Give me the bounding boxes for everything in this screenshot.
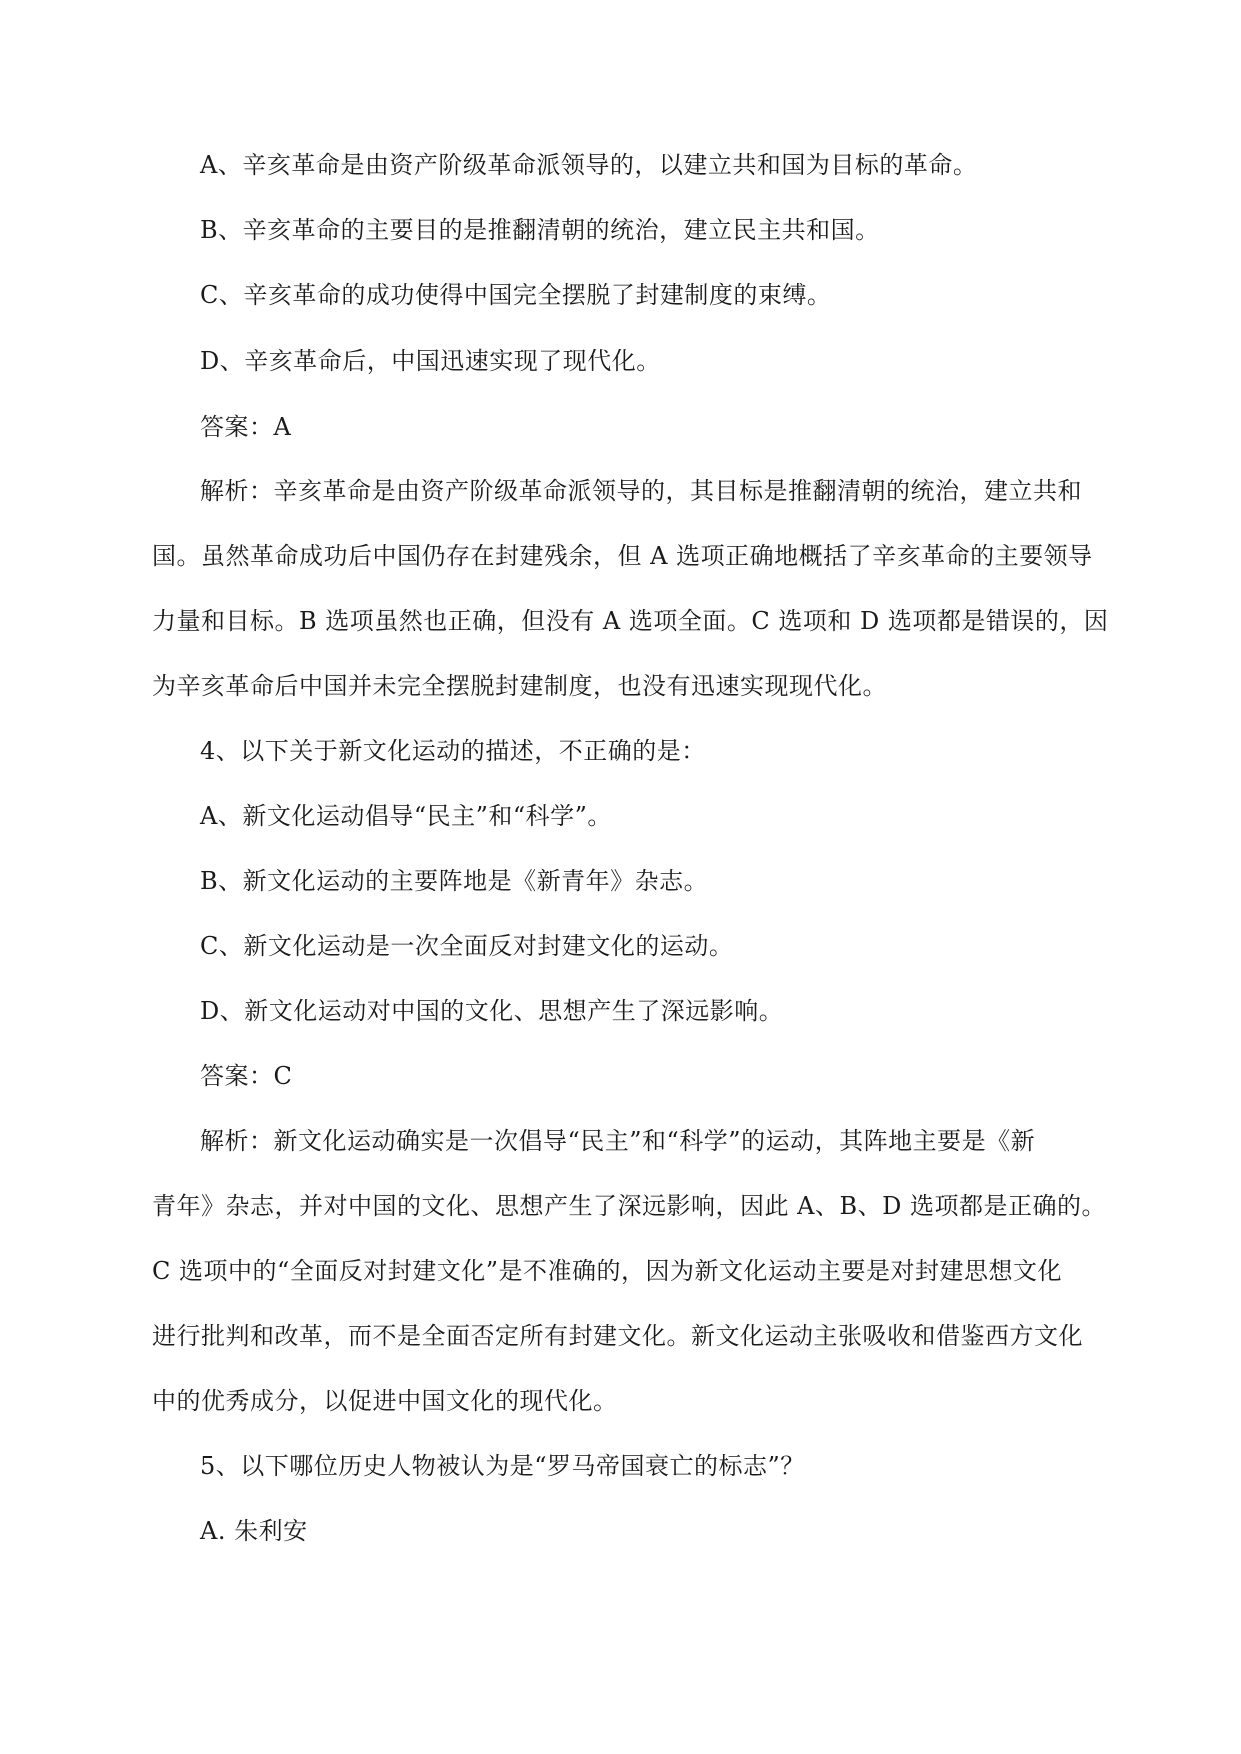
q3-analysis-line: 解析：辛亥革命是由资产阶级革命派领导的，其目标是推翻清朝的统治，建立共和 [200, 477, 1082, 505]
q3-analysis-line: 为辛亥革命后中国并未完全摆脱封建制度，也没有迅速实现现代化。 [152, 672, 887, 700]
q3-option-a: A、辛亥革命是由资产阶级革命派领导的，以建立共和国为目标的革命。 [200, 151, 978, 179]
q5-option-a: A. 朱利安 [200, 1517, 308, 1545]
q3-option-c: C、辛亥革命的成功使得中国完全摆脱了封建制度的束缚。 [200, 281, 832, 309]
q4-analysis-line: 解析：新文化运动确实是一次倡导“民主”和“科学”的运动，其阵地主要是《新 [200, 1127, 1036, 1155]
q4-analysis-line: 进行批判和改革，而不是全面否定所有封建文化。新文化运动主张吸收和借鉴西方文化 [152, 1322, 1083, 1350]
q4-analysis-line: 中的优秀成分，以促进中国文化的现代化。 [152, 1387, 618, 1415]
q4-answer: 答案：C [200, 1062, 293, 1090]
q4-analysis-line: 青年》杂志，并对中国的文化、思想产生了深远影响，因此 A、B、D 选项都是正确的。 [152, 1192, 1106, 1220]
q4-option-c: C、新文化运动是一次全面反对封建文化的运动。 [200, 932, 734, 960]
q3-option-d: D、辛亥革命后，中国迅速实现了现代化。 [200, 347, 661, 375]
q4-option-a: A、新文化运动倡导“民主”和“科学”。 [200, 802, 612, 830]
q3-analysis-line: 力量和目标。B 选项虽然也正确，但没有 A 选项全面。C 选项和 D 选项都是错误的，因 [152, 607, 1109, 635]
q3-option-b: B、辛亥革命的主要目的是推翻清朝的统治，建立民主共和国。 [200, 216, 880, 244]
q4-question: 4、以下关于新文化运动的描述，不正确的是： [200, 737, 706, 765]
q4-analysis-line: C 选项中的“全面反对封建文化”是不准确的，因为新文化运动主要是对封建思想文化 [152, 1257, 1063, 1285]
q3-answer: 答案：A [200, 413, 292, 441]
q4-option-d: D、新文化运动对中国的文化、思想产生了深远影响。 [200, 997, 784, 1025]
q3-analysis-line: 国。虽然革命成功后中国仍存在封建残余，但 A 选项正确地概括了辛亥革命的主要领导 [152, 542, 1093, 570]
q4-option-b: B、新文化运动的主要阵地是《新青年》杂志。 [200, 867, 709, 895]
q5-question: 5、以下哪位历史人物被认为是“罗马帝国衰亡的标志”？ [200, 1452, 805, 1480]
